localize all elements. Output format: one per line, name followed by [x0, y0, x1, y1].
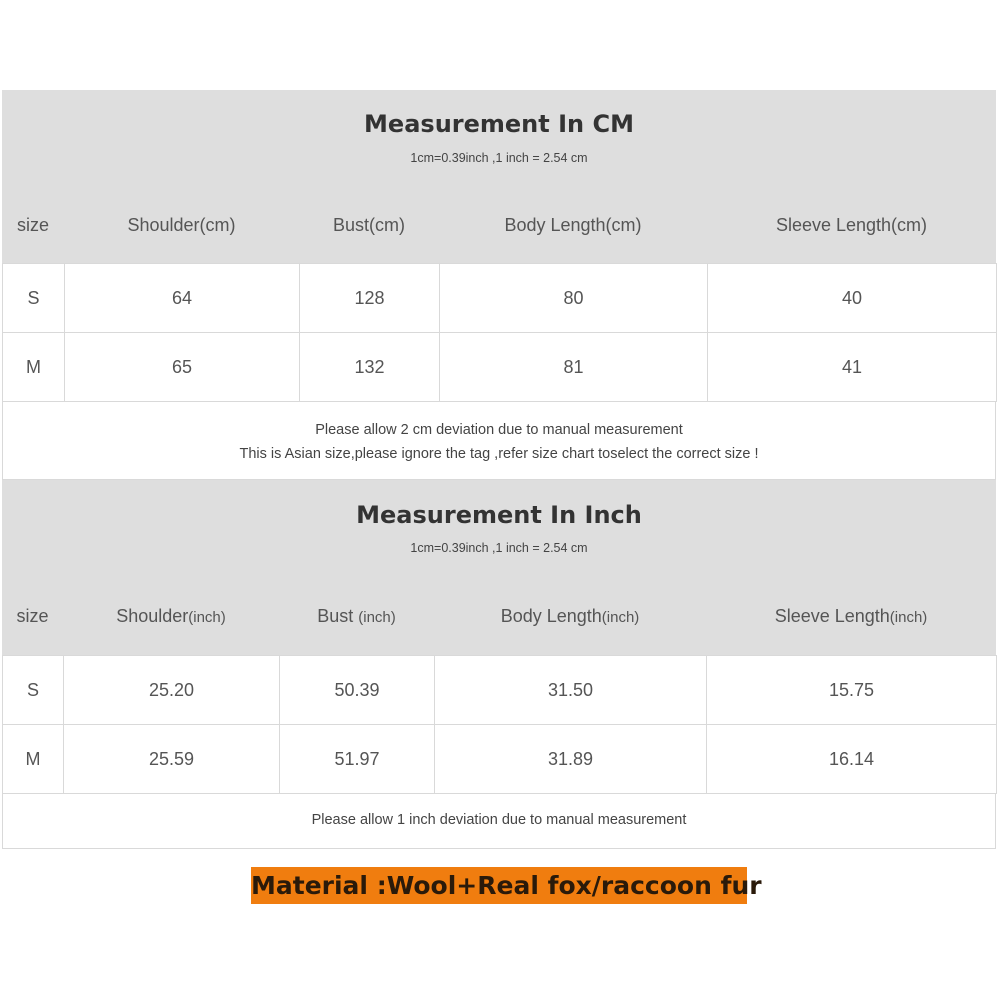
material-banner: Material :Wool+Real fox/raccoon fur [251, 867, 747, 904]
col-header-shoulder: Shoulder(cm) [127, 215, 236, 235]
chart-header-inch [2, 480, 996, 655]
col-header-sleeve-length: Sleeve Length(inch) [774, 606, 928, 626]
table-row [3, 333, 997, 402]
chart-header-cm [2, 90, 996, 263]
cell-shoulder: 64 [65, 264, 300, 333]
cell-body-length: 81 [440, 333, 708, 402]
header-row-cm [2, 210, 996, 240]
chart-title-cm: Measurement In CM [364, 110, 634, 138]
cell-sleeve-length: 41 [708, 333, 997, 402]
deviation-note-cm [2, 402, 996, 480]
col-header-bust: Bust(cm) [333, 215, 405, 235]
cell-shoulder: 25.20 [64, 656, 280, 725]
size-chart-cm [2, 90, 996, 480]
cell-size: S [3, 656, 64, 725]
conversion-note-cm: 1cm=0.39inch ,1 inch = 2.54 cm [410, 151, 588, 165]
table-row [3, 725, 997, 794]
cell-shoulder: 65 [65, 333, 300, 402]
deviation-note-inch [2, 794, 996, 849]
cell-body-length: 31.89 [435, 725, 707, 794]
col-header-bust: Bust (inch) [317, 606, 396, 626]
cell-bust: 128 [300, 264, 440, 333]
col-header-body-length: Body Length(inch) [500, 606, 640, 626]
cell-size: M [3, 725, 64, 794]
cell-bust: 50.39 [280, 656, 435, 725]
cell-bust: 132 [300, 333, 440, 402]
col-header-shoulder: Shoulder(inch) [116, 606, 226, 626]
table-row [3, 264, 997, 333]
cell-sleeve-length: 15.75 [707, 656, 997, 725]
cell-sleeve-length: 16.14 [707, 725, 997, 794]
note-line: This is Asian size,please ignore the tag ,refer size chart toselect the correct size ! [239, 446, 759, 462]
cell-sleeve-length: 40 [708, 264, 997, 333]
chart-title-inch: Measurement In Inch [356, 501, 642, 529]
col-header-body-length: Body Length(cm) [504, 215, 642, 235]
col-header-sleeve-length: Sleeve Length(cm) [775, 215, 928, 235]
col-header-size: size [16, 215, 49, 235]
cell-size: S [3, 264, 65, 333]
conversion-note-inch: 1cm=0.39inch ,1 inch = 2.54 cm [410, 541, 588, 555]
header-row-inch [2, 601, 996, 631]
cell-size: M [3, 333, 65, 402]
cell-bust: 51.97 [280, 725, 435, 794]
cell-body-length: 31.50 [435, 656, 707, 725]
col-header-size: size [16, 606, 49, 626]
size-table-inch [2, 655, 997, 794]
cell-body-length: 80 [440, 264, 708, 333]
note-line: Please allow 2 cm deviation due to manual measurement [315, 422, 683, 438]
note-line: Please allow 1 inch deviation due to manual measurement [311, 812, 687, 828]
table-row [3, 656, 997, 725]
cell-shoulder: 25.59 [64, 725, 280, 794]
size-chart-inch [2, 480, 996, 849]
size-table-cm [2, 263, 997, 402]
